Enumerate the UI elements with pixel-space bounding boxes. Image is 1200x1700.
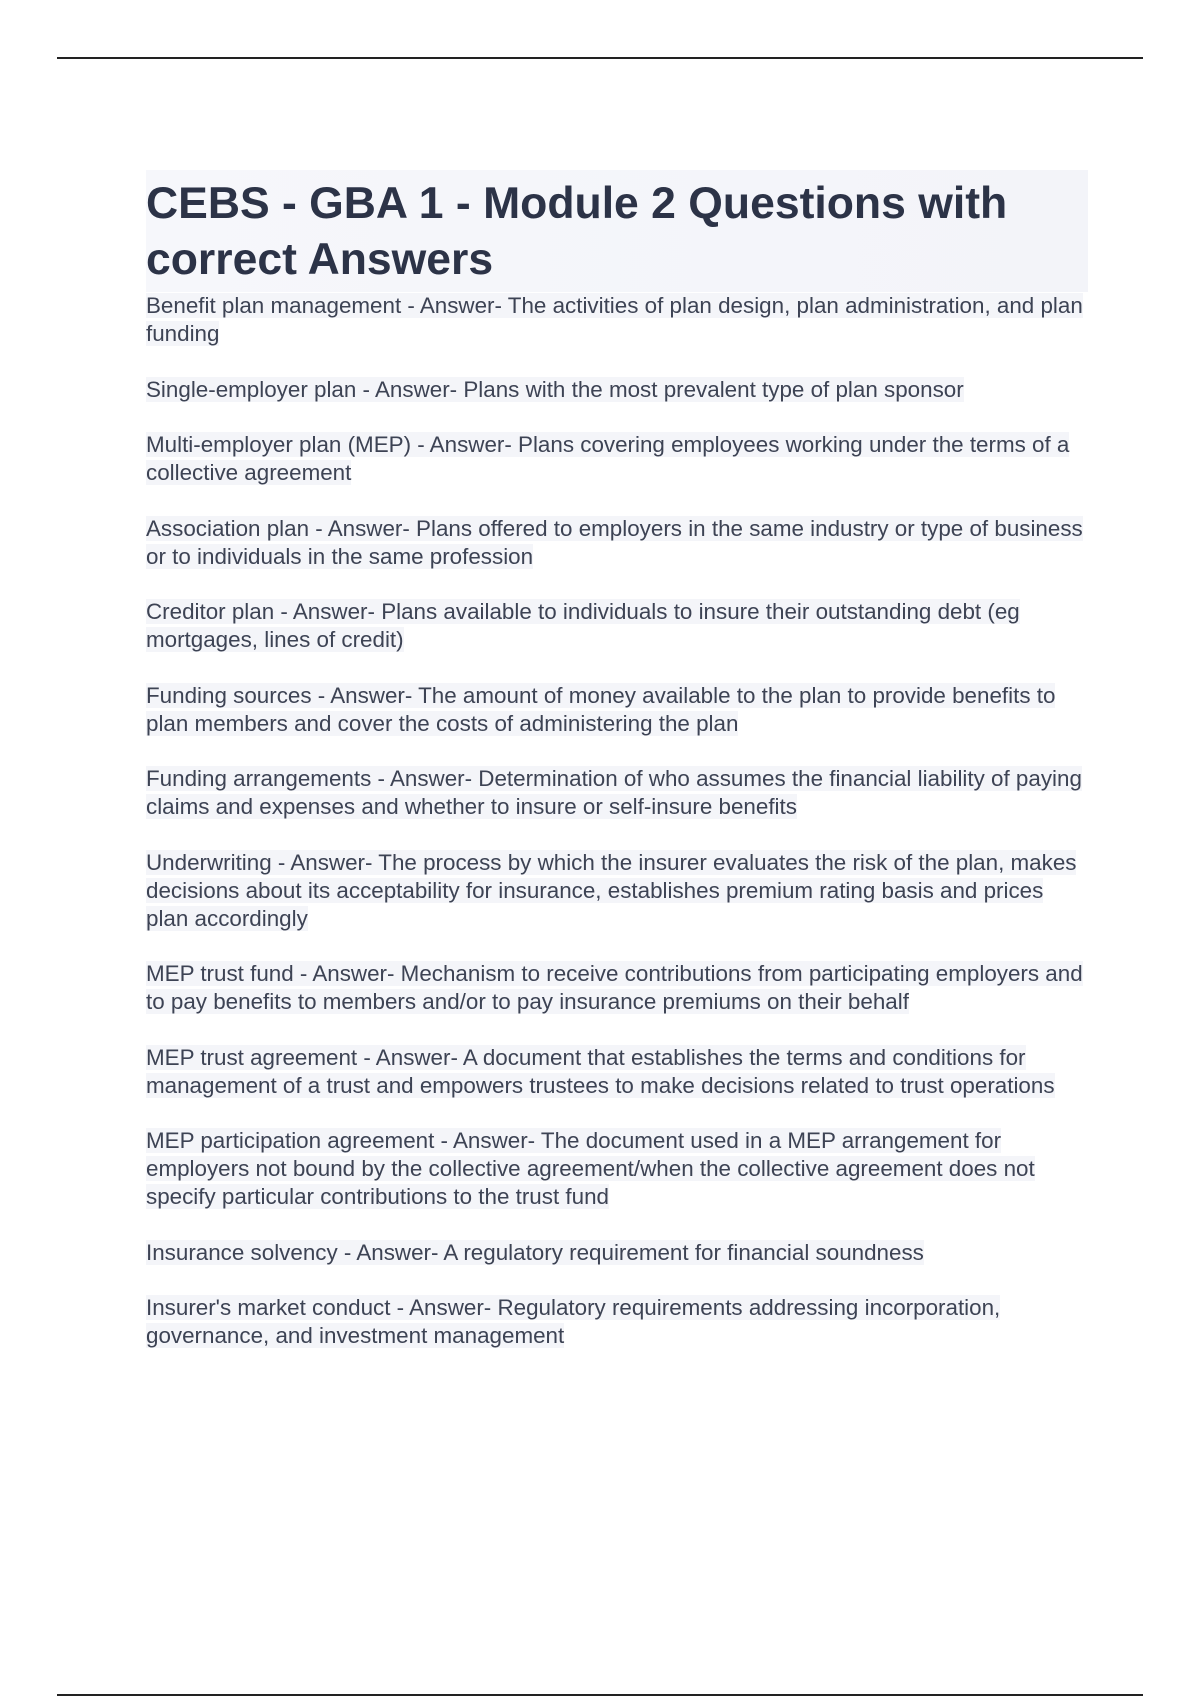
qa-entry-text: Funding arrangements - Answer- Determination of who assumes the financial liability of paying claims and expenses and whether to insure or self-insure benefits [146, 766, 1082, 819]
qa-entry-benefit-plan-management [146, 292, 1088, 348]
qa-entry-mep-trust-agreement [146, 1044, 1088, 1100]
qa-entry-text: Insurer's market conduct - Answer- Regulatory requirements addressing incorporation, governance, and investment management [146, 1295, 1001, 1348]
top-divider [57, 57, 1143, 59]
qa-entry-text: MEP participation agreement - Answer- The document used in a MEP arrangement for employers not bound by the collective agreement/when the collective agreement does not specify particular contributions to the trust fund [146, 1128, 1035, 1209]
qa-entry-text: Single-employer plan - Answer- Plans with the most prevalent type of plan sponsor [146, 376, 964, 402]
qa-entry-single-employer-plan [146, 376, 1088, 404]
qa-entry-text: Insurance solvency - Answer- A regulatory requirement for financial soundness [146, 1239, 924, 1265]
document-title: CEBS - GBA 1 - Module 2 Questions with correct Answers [146, 170, 1088, 292]
qa-entry-underwriting [146, 849, 1088, 933]
qa-entry-text: Underwriting - Answer- The process by which the insurer evaluates the risk of the plan, makes decisions about its acceptability for insurance, establishes premium rating basis and prices plan accordingly [146, 849, 1077, 931]
qa-entry-insurance-solvency [146, 1239, 1088, 1267]
qa-entry-funding-sources [146, 682, 1088, 738]
qa-entry-text: Benefit plan management - Answer- The activities of plan design, plan administration, and plan funding [146, 293, 1083, 346]
bottom-divider [57, 1694, 1143, 1696]
qa-entry-funding-arrangements [146, 765, 1088, 821]
qa-entry-text: MEP trust agreement - Answer- A document that establishes the terms and conditions for management of a trust and empowers trustees to make decisions related to trust operations [146, 1044, 1055, 1098]
document-body [146, 170, 1088, 1378]
qa-list [146, 292, 1088, 1350]
qa-entry-association-plan [146, 515, 1088, 571]
qa-entry-text: Association plan - Answer- Plans offered to employers in the same industry or type of business or to individuals in the same profession [146, 515, 1083, 569]
qa-entry-text: Funding sources - Answer- The amount of money available to the plan to provide benefits to plan members and cover the costs of administering the plan [146, 682, 1056, 736]
qa-entry-mep-trust-fund [146, 960, 1088, 1016]
qa-entry-creditor-plan [146, 598, 1088, 654]
qa-entry-text: Multi-employer plan (MEP) - Answer- Plans covering employees working under the terms of a collective agreement [146, 432, 1070, 485]
qa-entry-text: Creditor plan - Answer- Plans available to individuals to insure their outstanding debt (eg mortgages, lines of credit) [146, 599, 1020, 652]
qa-entry-mep-participation-agreement [146, 1127, 1088, 1211]
qa-entry-text: MEP trust fund - Answer- Mechanism to receive contributions from participating employers and to pay benefits to members and/or to pay insurance premiums on their behalf [146, 961, 1083, 1014]
qa-entry-multi-employer-plan [146, 431, 1088, 487]
qa-entry-insurers-market-conduct [146, 1294, 1088, 1350]
